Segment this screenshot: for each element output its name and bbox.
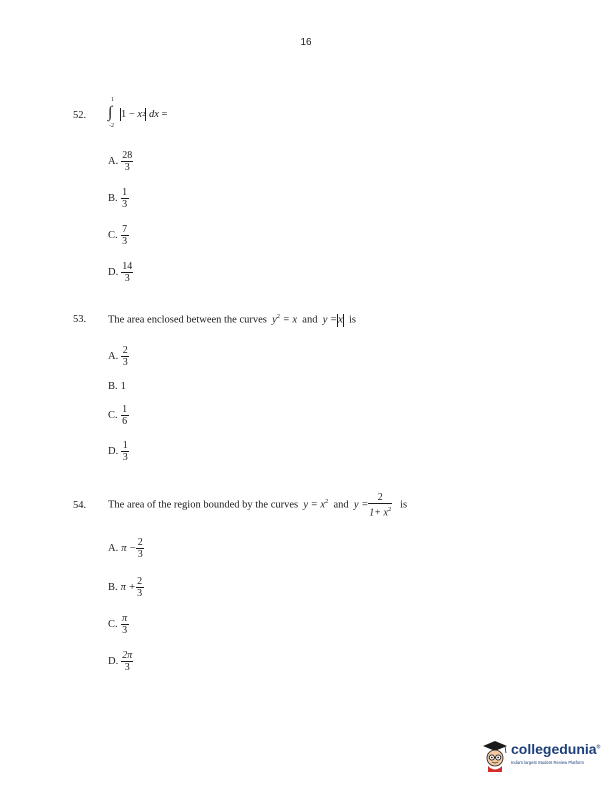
fraction: $\frac{2}{3}$ xyxy=(137,537,143,560)
integral-lower-limit: -2 xyxy=(109,123,114,129)
integral-upper-limit: 1 xyxy=(111,97,114,103)
option-a[interactable]: A. $\frac{28}{3}$ xyxy=(108,150,133,173)
option-a[interactable]: A. π − $\frac{2}{3}$ xyxy=(108,537,143,560)
option-b[interactable]: B. 1 xyxy=(108,381,126,393)
option-b[interactable]: B. $\frac{1}{3}$ xyxy=(108,187,128,210)
option-d[interactable]: D. $\frac{14}{3}$ xyxy=(108,261,133,284)
graduate-mascot-icon xyxy=(480,738,510,774)
definite-integral: 1 ∫ -2 1 − x 2 dx = xyxy=(108,97,168,129)
fraction: $\frac{2}{1+ x^2}$ xyxy=(369,492,392,519)
fraction: $\frac{2}{3}$ xyxy=(122,345,128,368)
question-stem: The area of the region bounded by the curves $y = x^2$ and y = $\frac{2}{1+ x^2}$ is xyxy=(108,492,408,519)
question-number: 52. xyxy=(73,110,87,121)
fraction: $\frac{1}{3}$ xyxy=(122,440,128,463)
question-stem xyxy=(108,99,167,129)
fraction: $\frac{\pi}{3}$ xyxy=(122,613,128,636)
option-a[interactable]: A. $\frac{2}{3}$ xyxy=(108,345,128,368)
fraction: $\frac{7}{3}$ xyxy=(122,224,128,247)
question-number: 54. xyxy=(73,500,87,511)
page-number: 16 xyxy=(300,37,312,48)
option-c[interactable]: C. $\frac{\pi}{3}$ xyxy=(108,613,128,636)
fraction: $\frac{28}{3}$ xyxy=(122,150,133,173)
fraction: $\frac{1}{3}$ xyxy=(122,187,128,210)
fraction: $\frac{2\pi}{3}$ xyxy=(122,650,133,673)
option-c[interactable]: C. $\frac{1}{6}$ xyxy=(108,404,128,427)
fraction: $\frac{14}{3}$ xyxy=(122,261,133,284)
option-d[interactable]: D. $\frac{2\pi}{3}$ xyxy=(108,650,133,673)
fraction: $\frac{1}{6}$ xyxy=(122,404,128,427)
fraction: $\frac{2}{3}$ xyxy=(137,576,143,599)
question-number: 53. xyxy=(73,314,87,325)
option-b[interactable]: B. π + $\frac{2}{3}$ xyxy=(108,576,143,599)
integral-sign: 1 ∫ -2 xyxy=(108,97,114,129)
option-d[interactable]: D. $\frac{1}{3}$ xyxy=(108,440,128,463)
logo-wordmark: collegedunia® xyxy=(511,741,601,757)
option-c[interactable]: C. $\frac{7}{3}$ xyxy=(108,224,128,247)
collegedunia-logo xyxy=(480,738,608,774)
logo-tagline: India's largest Student Review Platform xyxy=(511,760,584,765)
question-stem: The area enclosed between the curves $y^2 = x$ and y =x is xyxy=(108,313,357,326)
